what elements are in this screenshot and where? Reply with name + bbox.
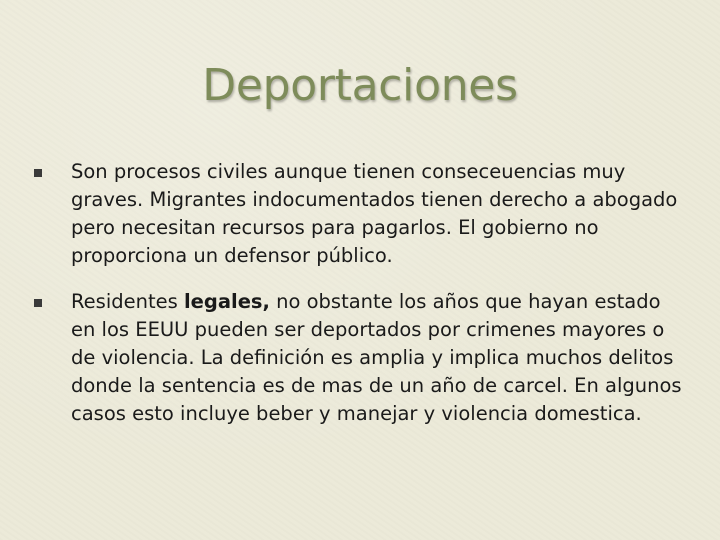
bullet-text: Son procesos civiles aunque tienen conseceuencias muy graves. Migrantes indocumentados tienen derecho a abogado pero necesitan recursos para pagarlos. El gobierno no proporciona un defensor público.: [71, 160, 678, 267]
bullet-text-start: Residentes: [71, 290, 184, 313]
bullet-item-legal-residents: [34, 288, 684, 428]
bullet-text-end: no obstante los años que hayan estado en los EEUU pueden ser deportados por crimenes mayores o de violencia. La definición es amplia y implica muchos delitos donde la sentencia es de mas de un año de carcel. En algunos casos esto incluye beber y manejar y violencia domestica.: [71, 290, 682, 425]
bullet-item-civil-process: [34, 158, 684, 270]
slide-title: Deportaciones: [202, 60, 518, 111]
square-bullet-icon: [34, 169, 42, 177]
bullet-text-bold: legales,: [183, 290, 270, 313]
square-bullet-icon: [34, 299, 42, 307]
bullet-list: [34, 158, 684, 446]
